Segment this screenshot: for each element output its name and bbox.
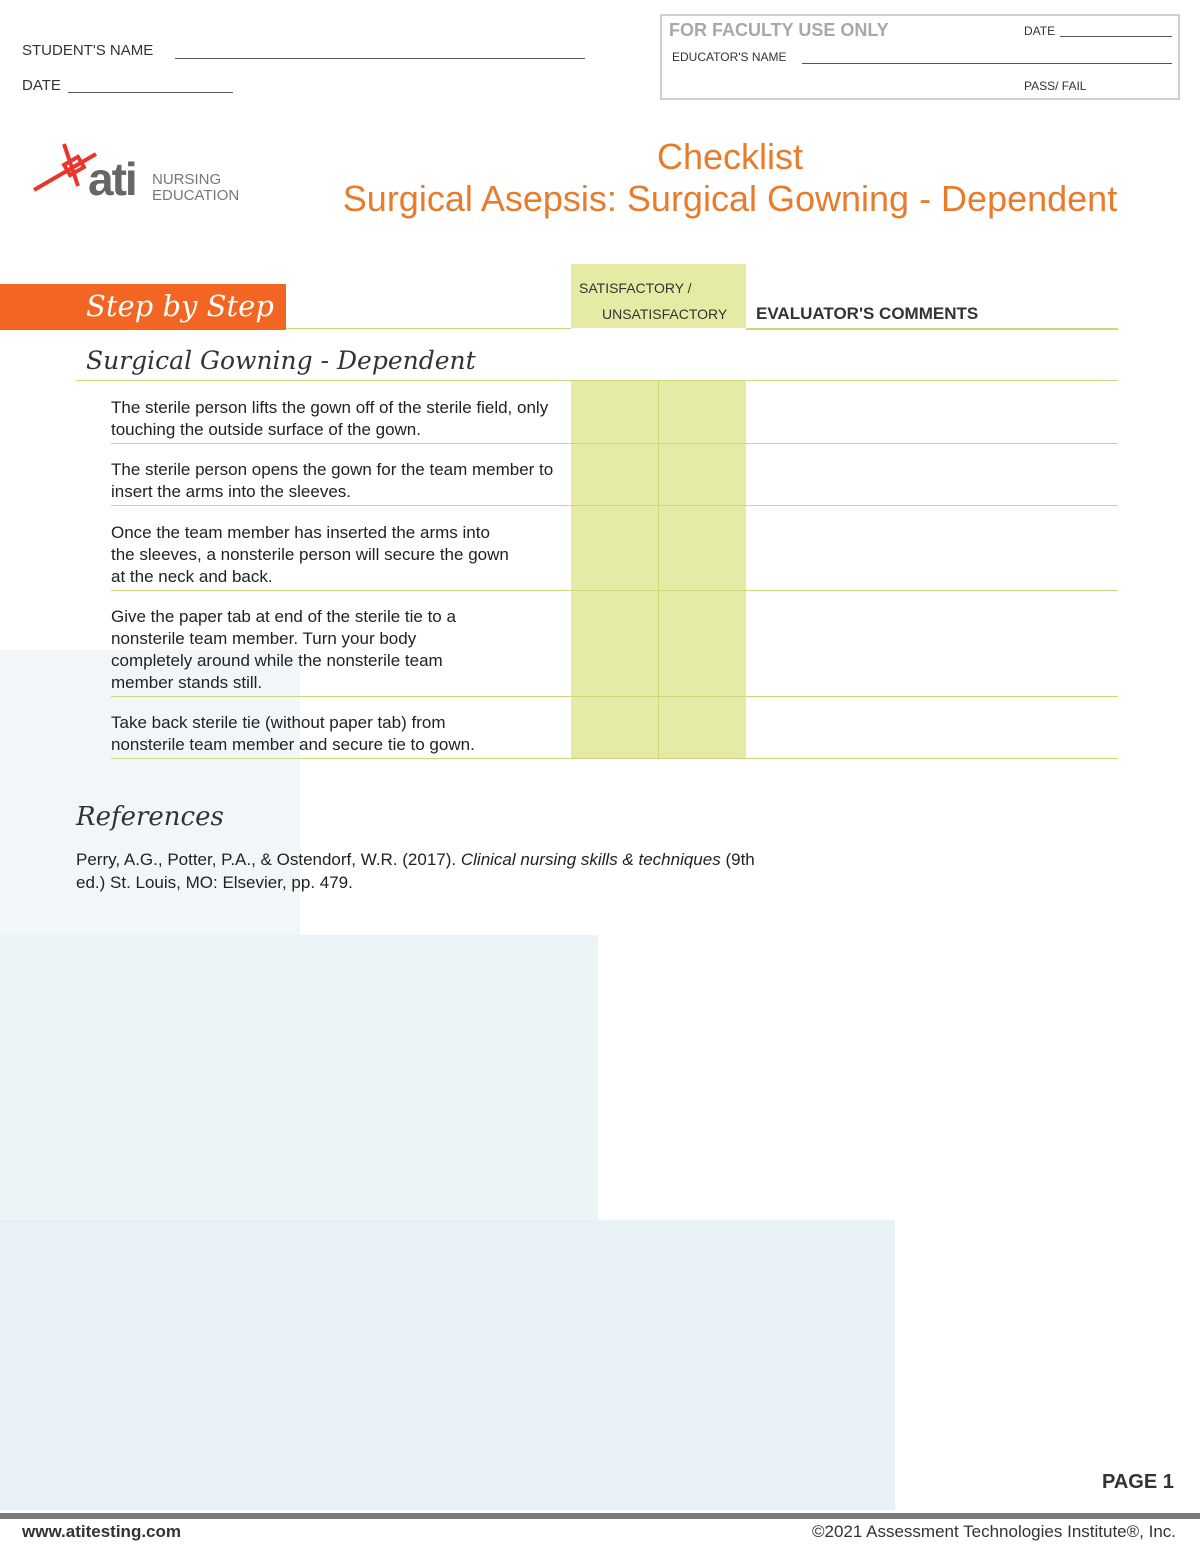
reference-authors: Perry, A.G., Potter, P.A., & Ostendorf, W.R. (2017). <box>76 850 457 869</box>
educator-name-field[interactable] <box>802 63 1172 64</box>
row-rule <box>111 443 1118 444</box>
step-5: Take back sterile tie (without paper tab) from nonsterile team member and secure tie to gown. <box>111 713 475 754</box>
page-title: Checklist <box>656 136 804 177</box>
row-rule <box>111 505 1118 506</box>
reference-book-title: Clinical nursing skills & techniques <box>460 850 721 869</box>
page-number: PAGE 1 <box>1102 1471 1174 1493</box>
satisfactory-header: SATISFACTORY / <box>579 280 692 296</box>
website-link[interactable]: www.atitesting.com <box>22 1522 182 1541</box>
ati-logo <box>30 140 250 210</box>
faculty-title: FOR FACULTY USE ONLY <box>669 20 889 40</box>
header-rule <box>286 328 571 329</box>
step-2: The sterile person opens the gown for the team member to insert the arms into the sleeves. <box>111 460 554 501</box>
student-name-field[interactable] <box>175 58 585 59</box>
date-field[interactable] <box>68 92 233 93</box>
evaluator-comments-header: EVALUATOR'S COMMENTS <box>756 304 979 323</box>
pass-fail-label: PASS/ FAIL <box>1024 79 1087 93</box>
reference-entry <box>76 848 756 894</box>
step-3: Once the team member has inserted the arms into the sleeves, a nonsterile person will secure the gown at the neck and back. <box>111 523 509 586</box>
step-1: The sterile person lifts the gown off of the sterile field, only touching the outside surface of the gown. <box>111 398 549 439</box>
background-panel <box>0 1220 895 1510</box>
student-name-label: STUDENT'S NAME <box>22 42 154 59</box>
copyright: ©2021 Assessment Technologies Institute®, Inc. <box>812 1522 1176 1541</box>
unsatisfactory-header: UNSATISFACTORY <box>602 306 728 322</box>
logo-wordmark: ati <box>88 153 136 205</box>
logo-nursing: NURSING <box>152 171 222 188</box>
column-divider <box>658 381 659 759</box>
educator-name-label: EDUCATOR'S NAME <box>672 50 787 64</box>
footer-rule <box>0 1513 1200 1519</box>
page-subtitle: Surgical Asepsis: Surgical Gowning - Dependent <box>342 178 1118 219</box>
row-rule <box>111 758 1118 759</box>
row-rule <box>111 590 1118 591</box>
faculty-box <box>660 14 1180 100</box>
step-4: Give the paper tab at end of the sterile tie to a nonsterile team member. Turn your body completely around while the nonsterile team member stands still. <box>111 607 456 692</box>
faculty-date-label: DATE <box>1024 24 1056 38</box>
references-heading: References <box>76 802 224 832</box>
reference-details: (9th ed.) St. Louis, MO: Elsevier, pp. 479. <box>76 850 755 892</box>
logo-education: EDUCATION <box>152 187 240 204</box>
header-rule <box>746 328 1118 330</box>
date-label: DATE <box>22 77 61 94</box>
row-rule <box>111 696 1118 697</box>
section-title: Surgical Gowning - Dependent <box>86 346 476 375</box>
step-by-step-label: Step by Step <box>86 289 274 323</box>
faculty-date-field[interactable] <box>1060 36 1172 37</box>
